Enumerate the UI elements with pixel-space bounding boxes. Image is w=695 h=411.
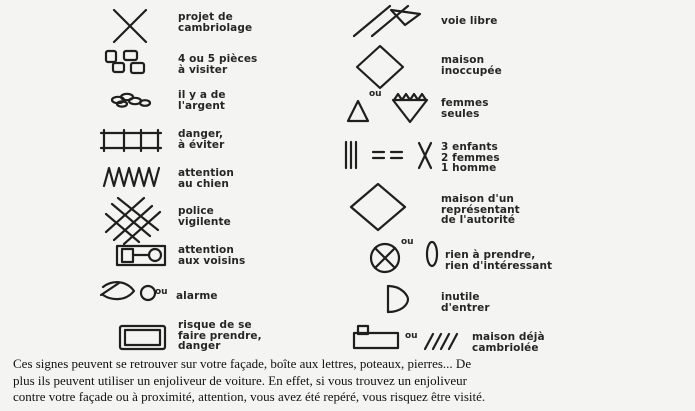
rooms-boxes-icon (106, 51, 144, 73)
or-connector-nothing: ou (401, 237, 414, 247)
alarm-fish-icon (101, 282, 155, 300)
open-road-icon (354, 6, 420, 36)
sign-label-neighbors: attention aux voisins (178, 244, 246, 267)
sign-label-dog: attention au chien (178, 167, 234, 190)
women-triangles-icon (348, 94, 427, 122)
sign-label-useless: inutile d'entrer (441, 291, 490, 314)
money-coins-icon (112, 94, 150, 107)
sign-label-empty-house: maison inoccupée (441, 54, 502, 77)
sign-label-rooms: 4 ou 5 pièces à visiter (178, 53, 258, 76)
sign-label-danger: danger, à éviter (178, 128, 225, 151)
police-grid-icon (106, 198, 160, 244)
sign-label-family: 3 enfants 2 femmes 1 homme (441, 141, 500, 174)
neighbors-box-icon (117, 246, 165, 265)
family-bars-icon (346, 142, 431, 168)
sign-label-open-road: voie libre (441, 15, 498, 27)
sign-label-authority: maison d'un représentant de l'autorité (441, 193, 520, 226)
explanatory-caption: Ces signes peuvent se retrouver sur votre façade, boîte aux lettres, poteaux, pierres... De plus ils peuvent utiliser un enjoliveur de voiture. En effet, si vous trouvez un enjoliveur contre votre façade ou à proximité, attention, vous avez été repéré, vous risquez être visité. (13, 356, 486, 404)
dog-zigzag-icon (104, 168, 159, 186)
empty-house-diamond-icon (357, 46, 403, 88)
or-connector-alarm: ou (155, 287, 168, 297)
sign-label-nothing: rien à prendre, rien d'intéressant (445, 249, 553, 272)
or-connector-women: ou (369, 89, 382, 99)
sign-label-women-alone: femmes seules (441, 97, 489, 120)
danger-bars-icon (101, 130, 161, 151)
sign-label-alarm: alarme (176, 290, 218, 302)
risk-box-icon (120, 326, 165, 349)
sign-label-police: police vigilente (178, 205, 231, 228)
sign-label-money: il y a de l'argent (178, 89, 226, 112)
sign-label-burglary-project: projet de cambriolage (178, 11, 253, 34)
or-connector-burgled: ou (405, 331, 418, 341)
sign-label-risk: risque de se faire prendre, danger (178, 319, 262, 352)
cross-icon (114, 10, 146, 42)
authority-diamond-icon (351, 184, 405, 230)
useless-d-icon (388, 286, 408, 312)
sign-label-burgled: maison déjà cambriolée (472, 331, 545, 354)
